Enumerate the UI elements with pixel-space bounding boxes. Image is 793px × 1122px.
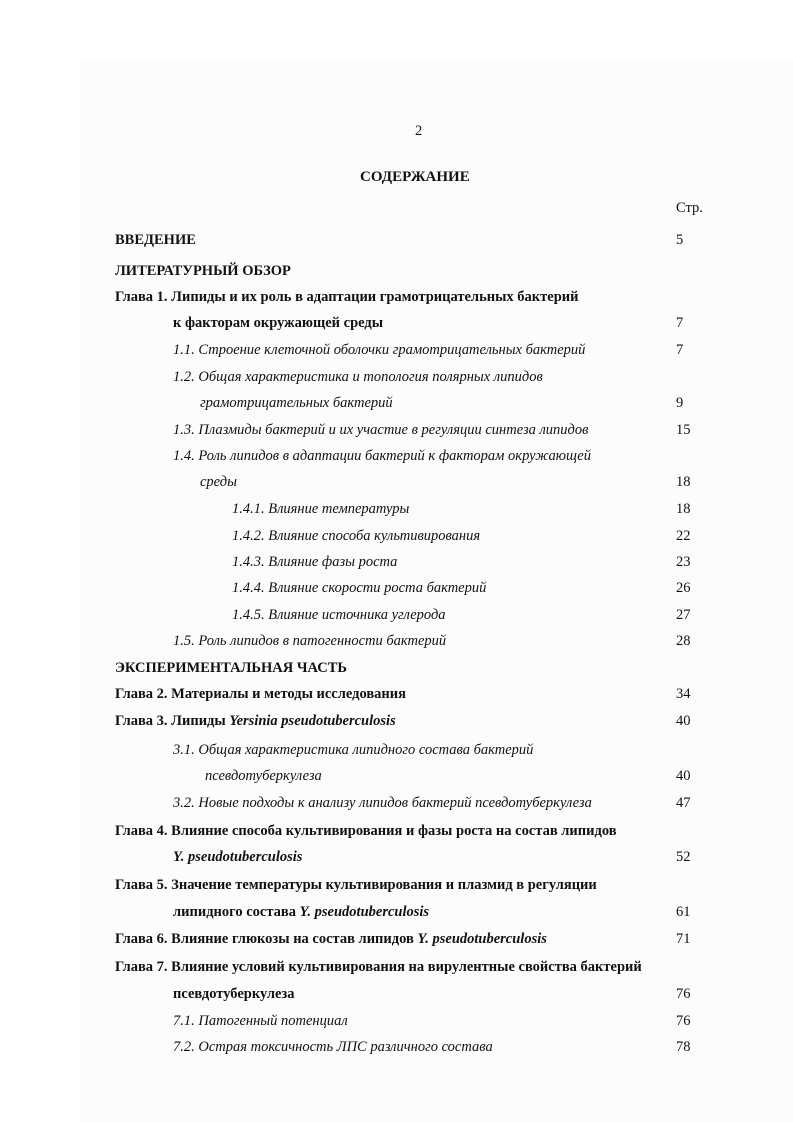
toc-entry-text: 1.1. Строение клеточной оболочки грамотрицательных бактерий <box>173 342 586 358</box>
toc-entry-text: 1.2. Общая характеристика и топология полярных липидов <box>173 369 543 385</box>
page-column-header: Стр. <box>676 200 703 216</box>
toc-page-number: 18 <box>676 501 691 517</box>
toc-entry-text: 1.4.1. Влияние температуры <box>232 501 410 517</box>
toc-entry <box>200 394 393 412</box>
toc-entry-text: псевдотуберкулеза <box>205 768 322 784</box>
toc-page-number: 61 <box>676 904 691 920</box>
toc-page-number: 76 <box>676 1013 691 1029</box>
toc-page-number: 40 <box>676 713 691 729</box>
toc-entry <box>173 447 591 465</box>
toc-entry-text: к факторам окружающей среды <box>173 315 384 331</box>
toc-entry-text: Глава 1. Липиды и их роль в адаптации грамотрицательных бактерий <box>115 289 579 305</box>
toc-page-number: 7 <box>676 315 684 331</box>
toc-entry-text: Глава 5. Значение температуры культивирования и плазмид в регуляции <box>115 877 597 893</box>
toc-entry <box>115 685 406 703</box>
toc-entry <box>115 930 547 948</box>
toc-entry-text: 1.4. Роль липидов в адаптации бактерий к факторам окружающей <box>173 448 591 464</box>
page-number: 2 <box>415 123 423 139</box>
toc-page-number: 23 <box>676 554 691 570</box>
toc-entry <box>173 421 588 439</box>
toc-entry <box>173 1012 348 1030</box>
toc-entry-text: 1.4.3. Влияние фазы роста <box>232 554 398 570</box>
toc-page-number: 52 <box>676 849 691 865</box>
toc-page-number: 28 <box>676 633 691 649</box>
toc-entry <box>173 741 533 759</box>
toc-entry-text: 1.3. Плазмиды бактерий и их участие в регуляции синтеза липидов <box>173 422 589 438</box>
toc-page-number: 71 <box>676 931 691 947</box>
toc-title: СОДЕРЖАНИЕ <box>360 169 470 185</box>
toc-entry <box>173 794 592 812</box>
toc-page-number: 47 <box>676 795 691 811</box>
toc-entry <box>232 500 409 518</box>
toc-entry <box>173 848 302 866</box>
toc-entry-text: Глава 3. Липиды <box>115 713 230 729</box>
toc-entry-text: ЛИТЕРАТУРНЫЙ ОБЗОР <box>115 263 291 279</box>
toc-page-number: 78 <box>676 1039 691 1055</box>
toc-entry-text: 1.4.5. Влияние источника углерода <box>232 607 446 623</box>
toc-page-number: 7 <box>676 342 684 358</box>
toc-entry-text: ЭКСПЕРИМЕНТАЛЬНАЯ ЧАСТЬ <box>115 660 347 676</box>
toc-page-number: 15 <box>676 422 691 438</box>
toc-entry <box>115 288 578 306</box>
toc-entry <box>115 958 642 976</box>
toc-entry <box>115 876 597 894</box>
toc-page-number: 9 <box>676 395 684 411</box>
toc-page-number: 5 <box>676 232 684 248</box>
toc-entry-text: Глава 6. Влияние глюкозы на состав липидов <box>115 931 418 947</box>
toc-entry-text: 3.1. Общая характеристика липидного состава бактерий <box>173 742 534 758</box>
toc-entry-text: 1.5. Роль липидов в патогенности бактерий <box>173 633 447 649</box>
toc-entry-text: Глава 4. Влияние способа культивирования и фазы роста на состав липидов <box>115 823 617 839</box>
toc-entry <box>205 767 322 785</box>
toc-entry <box>115 659 347 677</box>
toc-entry <box>173 314 383 332</box>
toc-page-number: 76 <box>676 986 691 1002</box>
toc-entry <box>115 262 291 280</box>
toc-entry <box>115 231 196 249</box>
toc-entry <box>173 632 446 650</box>
toc-entry-text: 1.4.2. Влияние способа культивирования <box>232 528 481 544</box>
toc-page-number: 27 <box>676 607 691 623</box>
toc-entry <box>115 822 617 840</box>
toc-entry <box>200 473 237 491</box>
toc-entry <box>232 553 397 571</box>
toc-entry-text: Глава 7. Влияние условий культивирования на вирулентные свойства бактерий <box>115 959 642 975</box>
toc-entry-text: Y. pseudotuberculosis <box>173 849 303 865</box>
toc-page-number: 18 <box>676 474 691 490</box>
toc-entry-text: 7.1. Патогенный потенциал <box>173 1013 348 1029</box>
toc-page-number: 22 <box>676 528 691 544</box>
toc-entry-text: среды <box>200 474 237 490</box>
toc-entry-text: 3.2. Новые подходы к анализу липидов бактерий псевдотуберкулеза <box>173 795 592 811</box>
toc-page-number: 34 <box>676 686 691 702</box>
toc-entry <box>173 985 295 1003</box>
toc-entry-text: Глава 2. Материалы и методы исследования <box>115 686 406 702</box>
toc-entry <box>173 1038 493 1056</box>
toc-entry-text: 7.2. Острая токсичность ЛПС различного состава <box>173 1039 493 1055</box>
toc-entry-text: Yersinia pseudotuberculosis <box>229 713 396 729</box>
toc-entry-text: грамотрицательных бактерий <box>200 395 393 411</box>
toc-entry <box>232 579 486 597</box>
toc-entry-text: Y. pseudotuberculosis <box>417 931 547 947</box>
toc-entry <box>173 903 429 921</box>
toc-entry <box>173 341 585 359</box>
toc-entry <box>173 368 543 386</box>
toc-entry-text: Y. pseudotuberculosis <box>299 904 430 920</box>
toc-page-number: 40 <box>676 768 691 784</box>
toc-page-number: 26 <box>676 580 691 596</box>
toc-entry-text: липидного состава <box>173 904 300 920</box>
toc-entry-text: ВВЕДЕНИЕ <box>115 232 196 248</box>
toc-entry <box>115 712 396 730</box>
toc-entry <box>232 527 480 545</box>
toc-entry <box>232 606 446 624</box>
toc-entry-text: псевдотуберкулеза <box>173 986 295 1002</box>
toc-entry-text: 1.4.4. Влияние скорости роста бактерий <box>232 580 487 596</box>
